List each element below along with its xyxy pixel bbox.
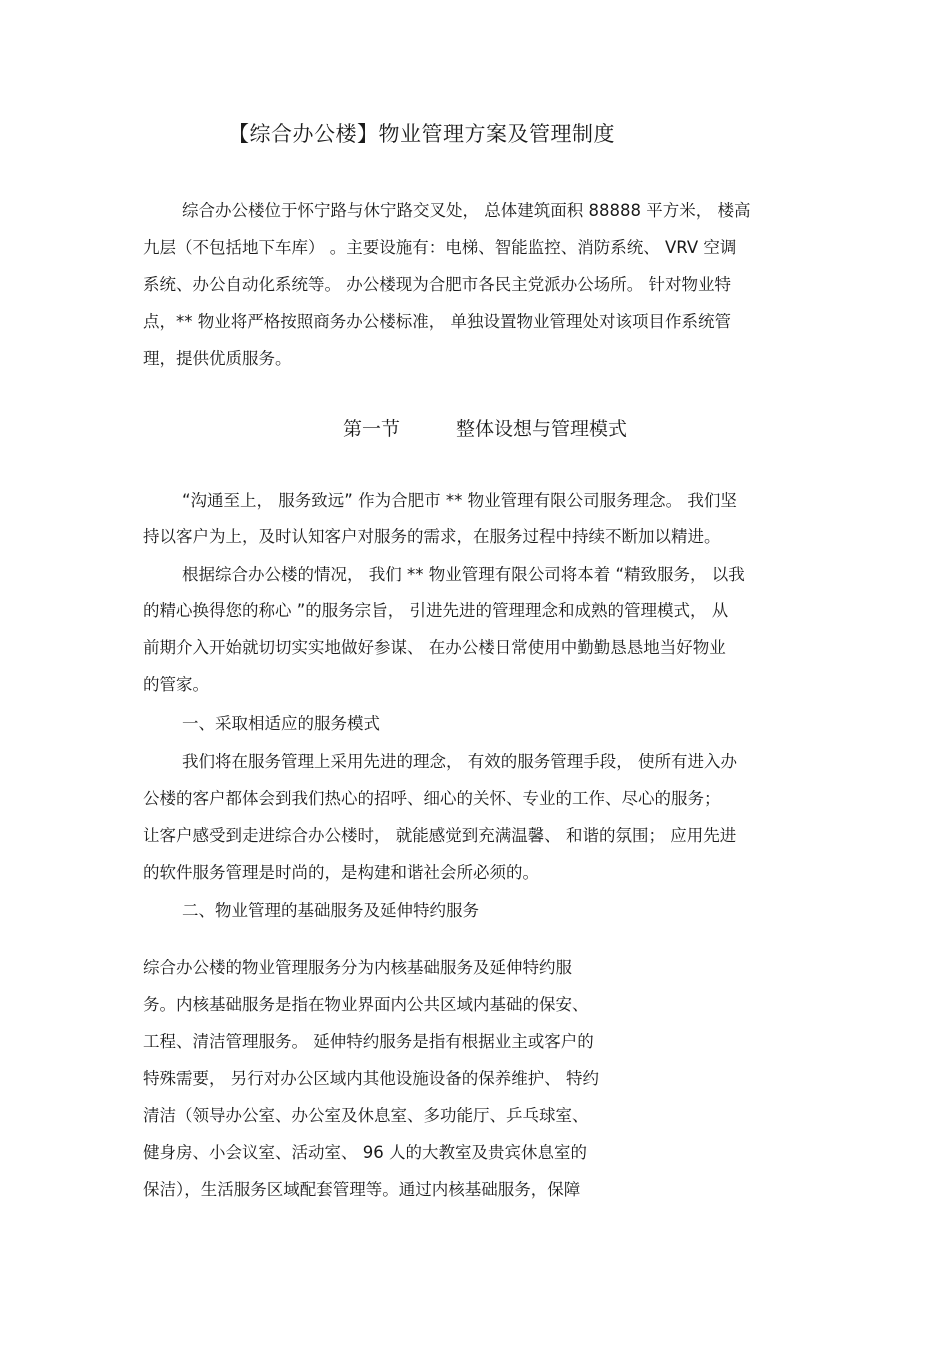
intro-line: 理，提供优质服务。 <box>143 349 292 368</box>
intro-line: 点，** 物业将严格按照商务办公楼标准， 单独设置物业管理处对该项目作系统管 <box>143 312 731 331</box>
body-line: 让客户感受到走进综合办公楼时， 就能感觉到充满温馨、 和谐的氛围； 应用先进 <box>143 826 737 845</box>
document-title: 【综合办公楼】物业管理方案及管理制度 <box>228 122 615 146</box>
body-line: 持以客户为上，及时认知客户对服务的需求，在服务过程中持续不断加以精进。 <box>143 527 721 546</box>
body-line: 的精心换得您的称心 ”的服务宗旨， 引进先进的管理理念和成熟的管理模式， 从 <box>143 601 729 620</box>
body-line: 的软件服务管理是时尚的，是构建和谐社会所必须的。 <box>143 863 539 882</box>
body-line: 我们将在服务管理上采用先进的理念， 有效的服务管理手段， 使所有进入办 <box>182 752 737 771</box>
intro-line: 九层（不包括地下车库） 。主要设施有：电梯、智能监控、消防系统、 VRV 空调 <box>143 238 737 257</box>
intro-line: 综合办公楼位于怀宁路与休宁路交叉处， 总体建筑面积 88888 平方米， 楼高 <box>182 201 751 220</box>
body-line: 健身房、小会议室、活动室、 96 人的大教室及贵宾休息室的 <box>143 1143 587 1162</box>
body-line: 的管家。 <box>143 675 209 694</box>
body-line: 综合办公楼的物业管理服务分为内核基础服务及延伸特约服 <box>143 958 572 977</box>
body-line: 根据综合办公楼的情况， 我们 ** 物业管理有限公司将本着 “精致服务， 以我 <box>182 565 745 584</box>
intro-line: 系统、办公自动化系统等。 办公楼现为合肥市各民主党派办公场所。 针对物业特 <box>143 275 731 294</box>
body-line: 特殊需要， 另行对办公区域内其他设施设备的保养维护、 特约 <box>143 1069 599 1088</box>
body-line: 工程、清洁管理服务。 延伸特约服务是指有根据业主或客户的 <box>143 1032 594 1051</box>
body-line: 清洁（领导办公室、办公室及休息室、多功能厅、乒乓球室、 <box>143 1106 589 1125</box>
subsection-heading: 二、物业管理的基础服务及延伸特约服务 <box>182 901 479 920</box>
body-line: “沟通至上， 服务致远” 作为合肥市 ** 物业管理有限公司服务理念。 我们坚 <box>182 491 737 510</box>
subsection-heading: 一、采取相适应的服务模式 <box>182 714 380 733</box>
section-number: 第一节 <box>343 418 401 440</box>
body-line: 公楼的客户都体会到我们热心的招呼、细心的关怀、专业的工作、尽心的服务； <box>143 789 721 808</box>
body-line: 保洁），生活服务区域配套管理等。通过内核基础服务，保障 <box>143 1180 581 1199</box>
section-heading: 整体设想与管理模式 <box>456 418 628 440</box>
body-line: 务。内核基础服务是指在物业界面内公共区域内基础的保安、 <box>143 995 589 1014</box>
body-line: 前期介入开始就切切实实地做好参谋、 在办公楼日常使用中勤勤恳恳地当好物业 <box>143 638 726 657</box>
